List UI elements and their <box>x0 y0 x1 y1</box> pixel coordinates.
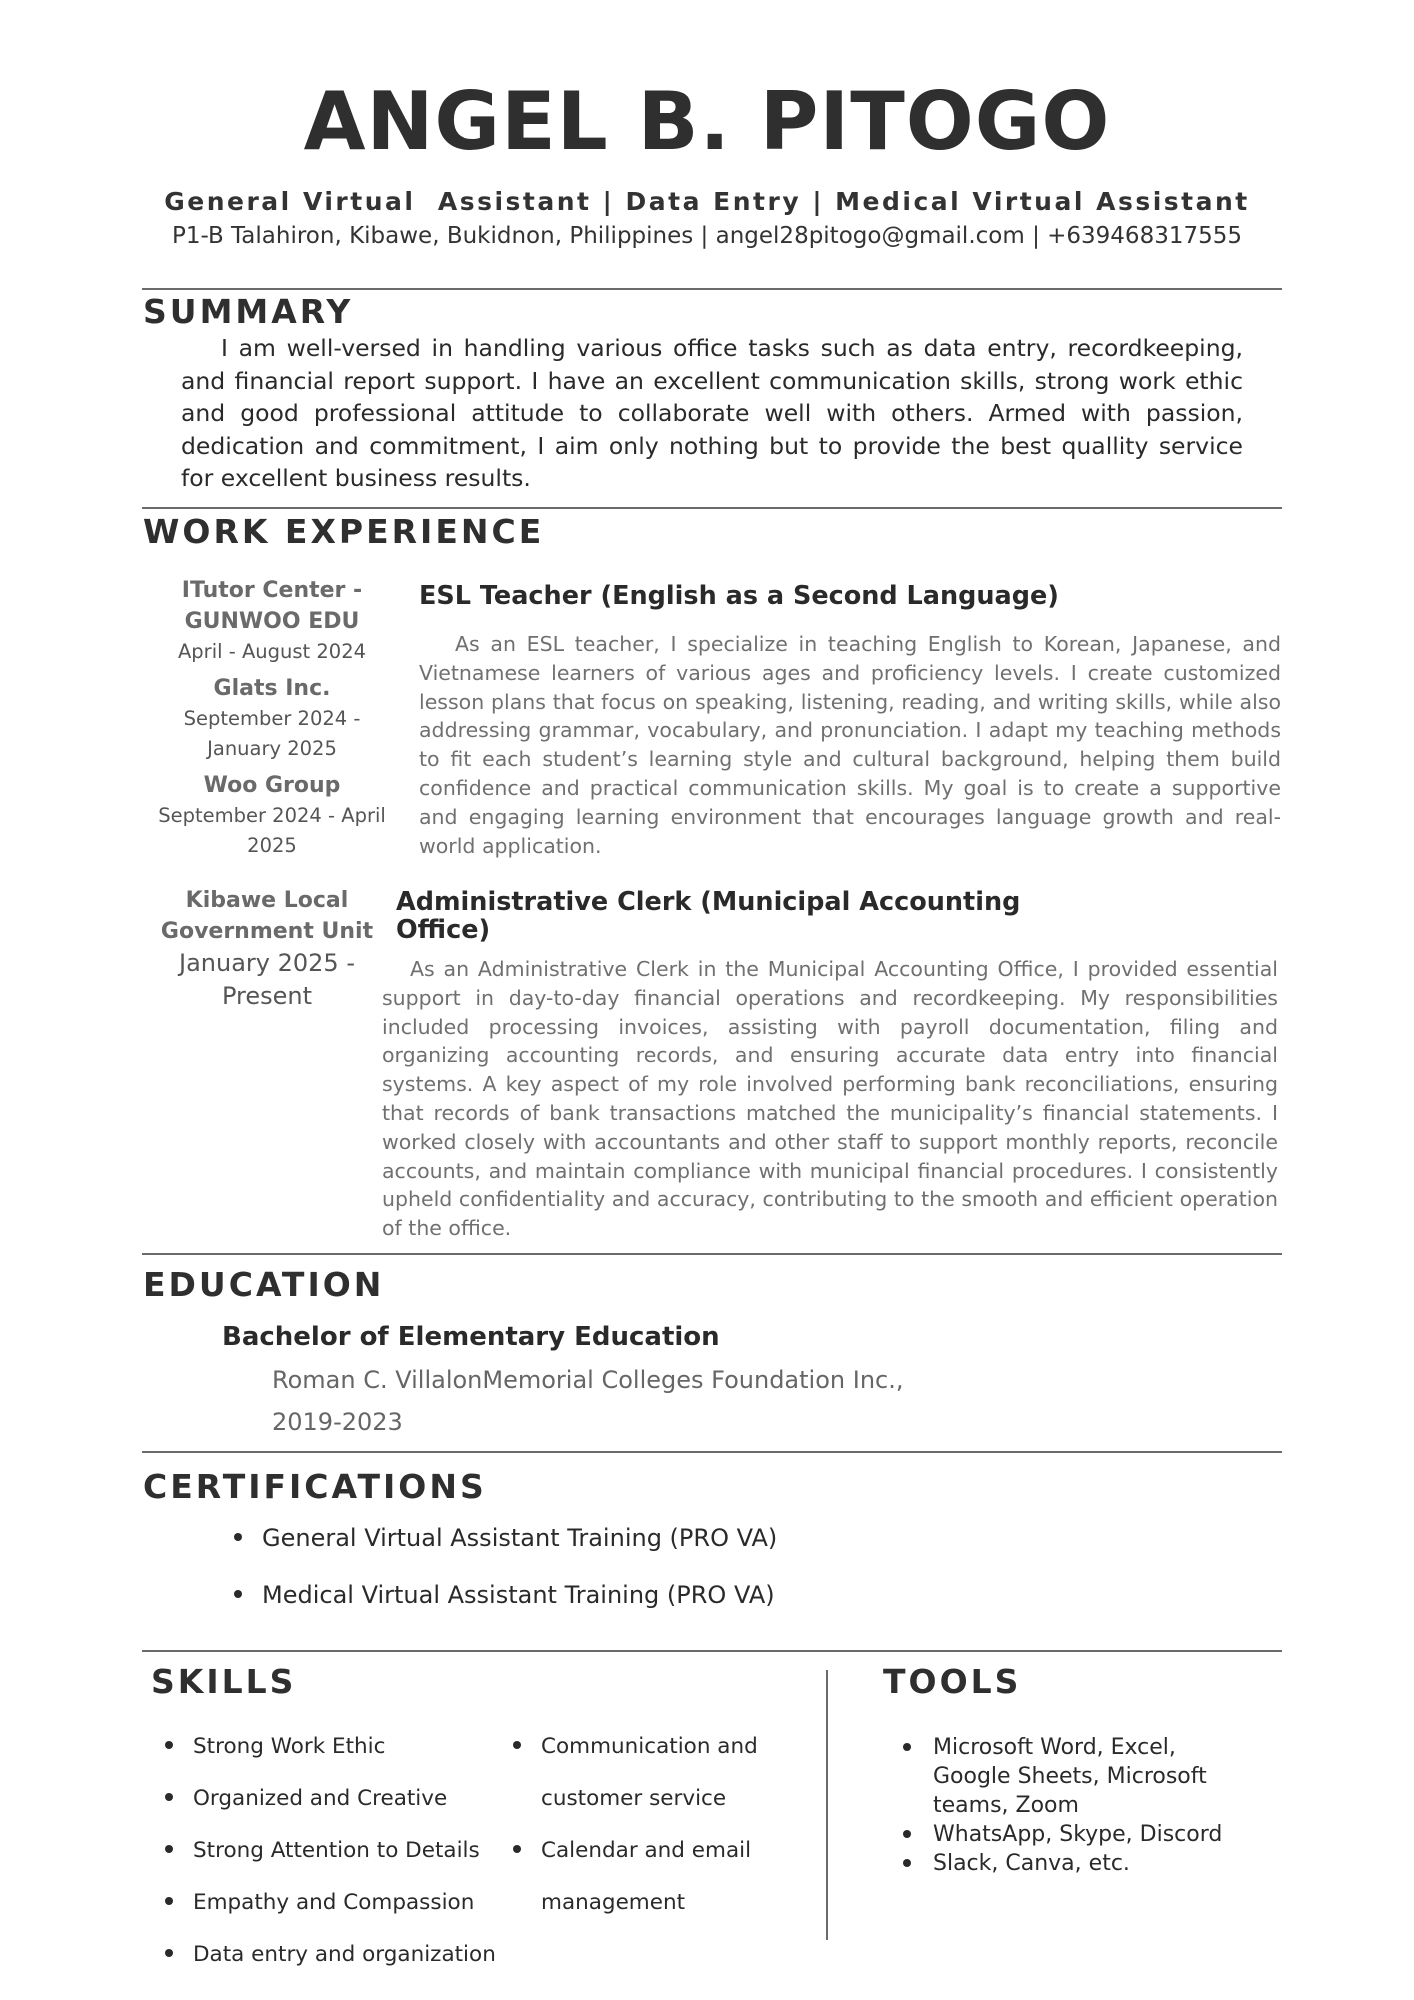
clerk-employer <box>147 885 387 1013</box>
summary-heading: SUMMARY <box>143 292 354 331</box>
work-experience-heading: WORK EXPERIENCE <box>143 512 545 551</box>
divider <box>142 507 1282 509</box>
bullet-icon <box>165 1897 173 1905</box>
bullet-icon <box>903 1859 911 1867</box>
list-item: General Virtual Assistant Training (PRO VA) <box>234 1524 777 1581</box>
skills-list-col1 <box>165 1734 496 1994</box>
divider <box>142 1650 1282 1652</box>
bullet-icon <box>513 1845 521 1853</box>
employment-dates: September 2024 - <box>183 707 361 730</box>
list-item: Slack, Canva, etc. <box>903 1849 1243 1878</box>
clerk-job-title <box>396 888 1020 944</box>
school-years: 2019-2023 <box>272 1408 403 1436</box>
list-item: Strong Attention to Details <box>165 1838 496 1890</box>
bullet-icon <box>234 1590 242 1598</box>
employment-dates: September 2024 - April <box>158 804 386 827</box>
list-item-continuation: management <box>541 1890 686 1915</box>
bullet-icon <box>513 1741 521 1749</box>
certifications-list <box>234 1524 777 1638</box>
employment-dates: January 2025 - <box>179 949 355 977</box>
degree: Bachelor of Elementary Education <box>222 1322 720 1352</box>
list-item: Data entry and organization <box>165 1942 496 1994</box>
bullet-icon <box>234 1533 242 1541</box>
employer-name: Glats Inc. <box>213 676 331 701</box>
contact-line: P1-B Talahiron, Kibawe, Bukidnon, Philippines | angel28pitogo@gmail.com | +639468317555 <box>171 223 1243 249</box>
list-item: Calendar and email <box>513 1838 758 1890</box>
candidate-name: ANGEL B. PITOGO <box>303 75 1111 168</box>
divider <box>142 1253 1282 1255</box>
employer-name: Government Unit <box>160 919 374 944</box>
employer-name: ITutor Center - <box>181 578 363 603</box>
employment-dates: Present <box>221 982 313 1010</box>
job-subtitle: General Virtual Assistant | Data Entry | Medical Virtual Assistant <box>164 187 1250 216</box>
tools-heading: TOOLS <box>883 1662 1022 1701</box>
esl-job-title: ESL Teacher (English as a Second Language) <box>419 581 1059 611</box>
bullet-icon <box>903 1830 911 1838</box>
clerk-job-title-line: Administrative Clerk (Municipal Accounting <box>396 887 1021 917</box>
bullet-icon <box>165 1845 173 1853</box>
list-item: Empathy and Compassion <box>165 1890 496 1942</box>
list-item: WhatsApp, Skype, Discord <box>903 1820 1243 1849</box>
list-item: Strong Work Ethic <box>165 1734 496 1786</box>
bullet-icon <box>165 1741 173 1749</box>
divider <box>142 1451 1282 1453</box>
education-heading: EDUCATION <box>143 1265 385 1304</box>
employment-dates: April - August 2024 <box>177 640 367 663</box>
employment-dates: 2025 <box>247 834 297 857</box>
column-divider <box>826 1670 828 1940</box>
bullet-icon <box>165 1949 173 1957</box>
summary-text: I am well-versed in handling various office tasks such as data entry, recordkeeping, and financial report support. I have an excellent communication skills, strong work ethic and good professional attitude to collaborate well with others. Armed with passion, dedication and commitment, I aim only nothing but to provide the best quallity service for excellent business results. <box>181 334 1243 492</box>
list-item: Communication and <box>513 1734 758 1786</box>
tools-list <box>903 1733 1243 1878</box>
certifications-heading: CERTIFICATIONS <box>143 1467 487 1506</box>
esl-employers <box>152 575 392 861</box>
school-name: Roman C. VillalonMemorial Colleges Foundation Inc., <box>272 1366 904 1394</box>
clerk-job-description: As an Administrative Clerk in the Municipal Accounting Office, I provided essential support in day-to-day financial operations and recordkeeping. My responsibilities included processing invoices, assisting with payroll documentation, filing and organizing accounting records, and ensuring accurate data entry into financial systems. A key aspect of my role involved performing bank reconciliations, ensuring that records of bank transactions matched the municipality’s financial statements. I worked closely with accountants and other staff to support monthly reports, reconcile accounts, and maintain compliance with municipal financial procedures. I consistently upheld confidentiality and accuracy, contributing to the smooth and efficient operation of the office. <box>382 957 1278 1241</box>
list-item: Organized and Creative <box>165 1786 496 1838</box>
skills-list-col2 <box>513 1734 758 1942</box>
list-item-continuation: customer service <box>541 1786 727 1811</box>
employer-name: GUNWOO EDU <box>184 609 360 634</box>
employment-dates: January 2025 <box>207 737 337 760</box>
skills-heading: SKILLS <box>151 1662 297 1701</box>
esl-job-description: As an ESL teacher, I specialize in teaching English to Korean, Japanese, and Vietnamese learners of various ages and proficiency levels. I create customized lesson plans that focus on speaking, listening, reading, and writing skills, while also addressing grammar, vocabulary, and pronunciation. I adapt my teaching methods to fit each student’s learning style and cultural background, helping them build confidence and practical communication skills. My goal is to create a supportive and engaging learning environment that encourages language growth and real-world application. <box>419 632 1281 858</box>
employer-name: Kibawe Local <box>185 888 349 913</box>
bullet-icon <box>165 1793 173 1801</box>
divider <box>142 288 1282 290</box>
list-item: Medical Virtual Assistant Training (PRO VA) <box>234 1581 777 1638</box>
list-item: Microsoft Word, Excel, Google Sheets, Microsoft teams, Zoom <box>903 1733 1243 1820</box>
employer-name: Woo Group <box>203 773 341 798</box>
clerk-job-title-line: Office) <box>396 915 491 945</box>
bullet-icon <box>903 1743 911 1751</box>
